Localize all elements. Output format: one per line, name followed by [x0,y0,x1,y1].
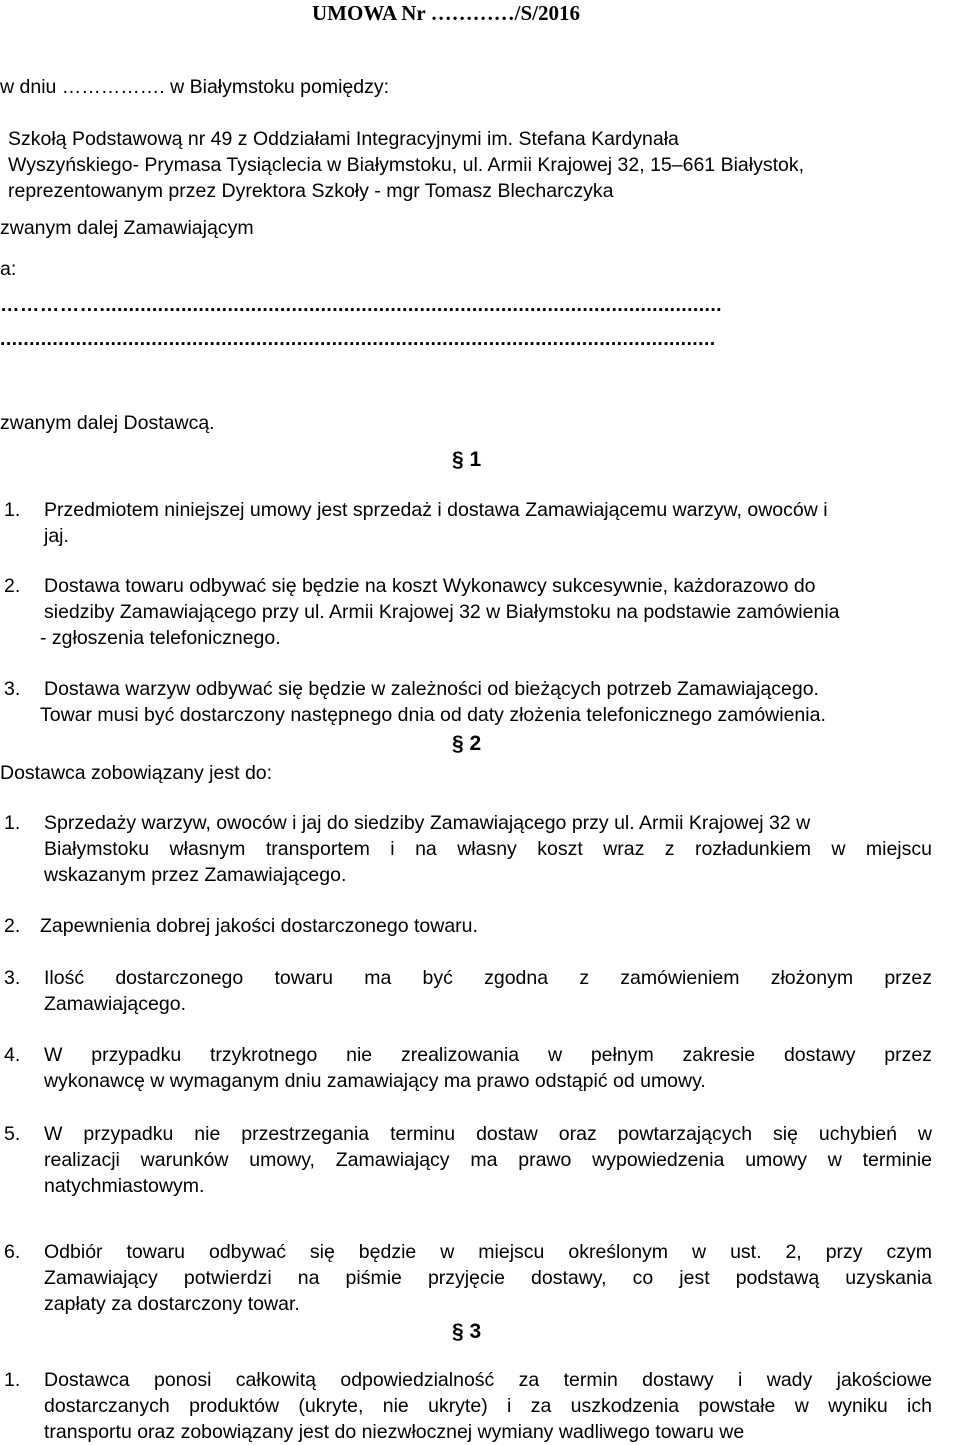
item-number: 5. [4,1123,21,1145]
item-number: 2. [4,575,21,597]
item-line: transportu oraz zobowiązany jest do niezwłocznej wymiany wadliwego towaru we [44,1421,745,1443]
item-line: zapłaty za dostarczony towar. [44,1293,300,1315]
item-number: 3. [4,678,21,700]
item-line: dostarczanych produktów (ukryte, nie ukryte) i za uszkodzenia powstałe w wyniku ich [44,1395,932,1417]
section-heading: § 1 [452,448,482,471]
item-line: Towar musi być dostarczony następnego dnia od daty złożenia telefonicznego zamówienia. [40,704,826,726]
item-line: wykonawcę w wymaganym dniu zamawiający ma prawo odstąpić od umowy. [44,1070,706,1092]
item-line: wskazanym przez Zamawiającego. [44,864,347,886]
item-line: Zamawiającego. [44,993,186,1015]
item-line: Dostawa towaru odbywać się będzie na koszt Wykonawcy sukcesywnie, każdorazowo do [44,575,816,597]
item-number: 1. [4,812,21,834]
item-line: W przypadku trzykrotnego nie zrealizowania w pełnym zakresie dostawy przez [44,1044,932,1066]
party1-line: Wyszyńskiego- Prymasa Tysiąclecia w Białymstoku, ul. Armii Krajowej 32, 15–661 Białystok, [8,154,805,176]
item-line: realizacji warunków umowy, Zamawiający ma prawo wypowiedzenia umowy w terminie [44,1149,932,1171]
item-line: W przypadku nie przestrzegania terminu dostaw oraz powtarzających się uchybień w [44,1123,932,1145]
item-line: Odbiór towaru odbywać się będzie w miejscu określonym w ust. 2, przy czym [44,1241,932,1263]
section-heading: § 2 [452,732,482,755]
item-line: - zgłoszenia telefonicznego. [40,627,281,649]
item-line: jaj. [44,525,69,547]
item-number: 1. [4,499,21,521]
item-number: 3. [4,967,21,989]
item-line: Przedmiotem niniejszej umowy jest sprzedaż i dostawa Zamawiającemu warzyw, owoców i [44,499,828,521]
item-line: siedziby Zamawiającego przy ul. Armii Krajowej 32 w Białymstoku na podstawie zamówienia [44,601,840,623]
item-number: 6. [4,1241,21,1263]
item-line: Ilość dostarczonego towaru ma być zgodna z zamówieniem złożonym przez [44,967,932,989]
party2-fill-line: ……………........................................................................................................... [0,294,722,316]
item-line: natychmiastowym. [44,1175,205,1197]
item-line: Sprzedaży warzyw, owoców i jaj do siedziby Zamawiającego przy ul. Armii Krajowej 32 w [44,812,811,834]
item-line: Zamawiający potwierdzi na piśmie przyjęcie dostawy, co jest podstawą uzyskania [44,1267,932,1289]
intro-line: w dniu ……………. w Białymstoku pomiędzy: [0,76,390,98]
item-number: 4. [4,1044,21,1066]
item-line: Dostawca ponosi całkowitą odpowiedzialność za termin dostawy i wady jakościowe [44,1369,932,1391]
item-line: Zapewnienia dobrej jakości dostarczonego towaru. [40,915,478,937]
item-line: Dostawa warzyw odbywać się będzie w zależności od bieżących potrzeb Zamawiającego. [44,678,819,700]
party1-line: Szkołą Podstawową nr 49 z Oddziałami Integracyjnymi im. Stefana Kardynała [8,128,679,150]
item-number: 1. [4,1369,21,1391]
document-title: UMOWA Nr …………/S/2016 [312,1,580,25]
section-heading: § 3 [452,1320,482,1343]
section-lead: Dostawca zobowiązany jest do: [0,762,273,784]
item-number: 2. [4,915,21,937]
item-line: Białymstoku własnym transportem i na własny koszt wraz z rozładunkiem w miejscu [44,838,932,860]
conjunction-a: a: [0,258,17,280]
party2-alias: zwanym dalej Dostawcą. [0,412,215,434]
party2-fill-line: ........................................................................................................................... [0,328,716,350]
party1-line: reprezentowanym przez Dyrektora Szkoły - mgr Tomasz Blecharczyka [8,180,614,202]
party1-alias: zwanym dalej Zamawiającym [0,217,254,239]
